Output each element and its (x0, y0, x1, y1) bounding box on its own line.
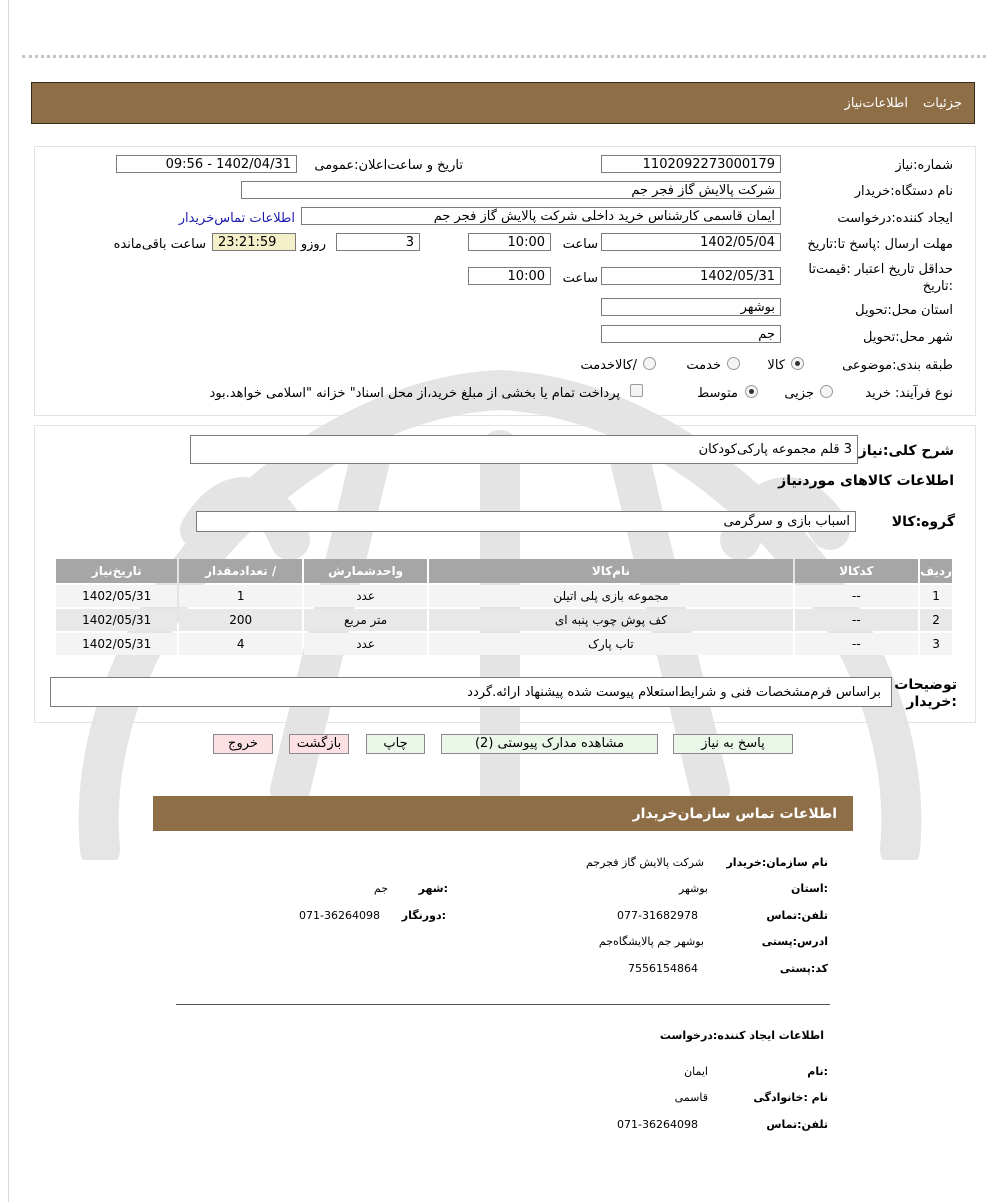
col-code: کدکالا (795, 559, 918, 583)
need-number-label: شماره:نیاز (895, 158, 953, 173)
contact-divider (176, 1004, 830, 1005)
creator-label: ایجاد کننده:درخواست (837, 211, 953, 226)
category-radio-service[interactable] (727, 357, 740, 370)
table-row (56, 633, 952, 655)
top-dotted-separator (22, 55, 986, 58)
page-left-border (8, 0, 9, 1202)
cell-unit: عدد (304, 585, 427, 607)
days-word: روزو (300, 237, 326, 252)
table-row (56, 585, 952, 607)
cell-row: 1 (920, 585, 952, 607)
days-field: 3 (336, 233, 420, 251)
creator-phone-label: تلفن:تماس (766, 1118, 828, 1131)
validity-date-field: 1402/05/31 (601, 267, 781, 285)
print-button[interactable]: چاپ (366, 734, 425, 754)
goods-table (54, 557, 954, 657)
creator-first-name-label: :نام (807, 1065, 828, 1078)
category-radio-goods[interactable] (791, 357, 804, 370)
org-name-label: نام سازمان:خریدار (726, 856, 828, 869)
cell-date: 1402/05/31 (56, 633, 177, 655)
cell-unit: متر مربع (304, 609, 427, 631)
contact-fax-value: 071-36264098 (299, 909, 380, 922)
cell-qty: 4 (179, 633, 301, 655)
deadline-date-field: 1402/05/04 (601, 233, 781, 251)
cell-name: کف پوش چوب پنبه ای (429, 609, 792, 631)
buyer-notes-label: توضیحات :خریدار (894, 677, 957, 710)
group-label: گروه:کالا (891, 514, 955, 530)
cell-date: 1402/05/31 (56, 609, 177, 631)
exit-button[interactable]: خروج (213, 734, 273, 754)
col-name: نام‌کالا (429, 559, 792, 583)
category-label: طبقه بندی:موضوعی (842, 358, 953, 373)
contact-city-value: جم (373, 882, 388, 895)
category-option-service: خدمت (686, 358, 721, 373)
category-option-goods: کالا (767, 358, 785, 373)
summary-field: 3 قلم مجموعه پارکی‌کودکان (190, 435, 858, 464)
remaining-time-field: 23:21:59 (212, 233, 296, 251)
cell-unit: عدد (304, 633, 427, 655)
cell-name: تاب پارک (429, 633, 792, 655)
creator-info-title: اطلاعات ایجاد کننده:درخواست (659, 1029, 824, 1042)
cell-qty: 1 (179, 585, 301, 607)
process-radio-minor[interactable] (820, 385, 833, 398)
buyer-org-field: شرکت پالایش گاز فجر جم (241, 181, 781, 199)
process-label: نوع فرآیند: خرید (865, 386, 953, 401)
announce-label: تاریخ و ساعت‌اعلان:عمومی (314, 158, 463, 173)
summary-label: شرح کلی:نیاز (858, 443, 954, 459)
contact-address-label: ادرس:پستی (761, 935, 828, 948)
details-header-bar (31, 82, 975, 124)
announce-field: 1402/04/31 - 09:56 (116, 155, 297, 173)
validity-label: حداقل تاریخ اعتبار :قیمت‌تا :تاریخ (808, 262, 953, 294)
province-label: استان محل:تحویل (855, 303, 953, 318)
contact-phone-value: 077-31682978 (617, 909, 698, 922)
contact-fax-label: :دورنگار (401, 909, 446, 922)
process-option-minor: جزیی (784, 386, 814, 401)
deadline-time-field: 10:00 (468, 233, 551, 251)
cell-code: -- (795, 609, 918, 631)
contact-postal-value: 7556154864 (628, 962, 698, 975)
need-number-field: 1102092273000179 (601, 155, 781, 173)
deadline-time-word: ساعت (562, 237, 598, 252)
validity-time-word: ساعت (562, 271, 598, 286)
category-option-goods-service: /کالاخدمت (580, 358, 637, 373)
deadline-label: مهلت ارسال :پاسخ تا:تاریخ (807, 237, 953, 252)
col-date: تاریخ‌نیاز (56, 559, 177, 583)
creator-field: ایمان قاسمی کارشناس خرید داخلی شرکت پالایش گاز فجر جم (301, 207, 781, 225)
goods-info-title: اطلاعات کالاهای موردنیاز (778, 473, 954, 489)
back-button[interactable]: بازگشت (289, 734, 349, 754)
view-documents-button[interactable]: مشاهده مدارک پیوستی (2) (441, 734, 658, 754)
validity-time-field: 10:00 (468, 267, 551, 285)
buyer-contact-link[interactable]: اطلاعات تماس‌خریدار (178, 211, 295, 226)
reply-button[interactable]: پاسخ به نیاز (673, 734, 793, 754)
cell-code: -- (795, 633, 918, 655)
process-radio-medium[interactable] (745, 385, 758, 398)
contact-postal-label: کد:پستی (779, 962, 828, 975)
buyer-contact-title: اطلاعات تماس سازمان‌خریدار (632, 806, 837, 822)
table-row (56, 609, 952, 631)
tab-details[interactable]: جزئیات (923, 96, 962, 111)
buyer-notes-field: براساس فرم‌مشخصات فنی و شرایط‌استعلام پیوست شده پیشنهاد ارائه.گردد (50, 677, 892, 707)
cell-row: 2 (920, 609, 952, 631)
process-option-medium: متوسط (697, 386, 738, 401)
contact-province-value: بوشهر (678, 882, 708, 895)
cell-qty: 200 (179, 609, 301, 631)
cell-code: -- (795, 585, 918, 607)
buyer-contact-header (153, 796, 853, 831)
cell-date: 1402/05/31 (56, 585, 177, 607)
col-row: ردیف (920, 559, 952, 583)
contact-phone-label: تلفن:تماس (766, 909, 828, 922)
treasury-payment-checkbox[interactable] (630, 384, 643, 397)
city-field: جم (601, 325, 781, 343)
org-name-value: شرکت پالایش گاز فجرجم (585, 856, 704, 869)
creator-last-name-value: قاسمی (674, 1091, 708, 1104)
creator-first-name-value: ایمان (684, 1065, 708, 1078)
col-unit: واحدشمارش (304, 559, 427, 583)
province-field: بوشهر (601, 298, 781, 316)
treasury-payment-note: پرداخت تمام یا بخشی از مبلغ خرید،از محل اسناد" خزانه "اسلامی خواهد.بود (209, 386, 620, 401)
category-radio-goods-service[interactable] (643, 357, 656, 370)
col-qty: / تعدادمقدار (179, 559, 301, 583)
cell-name: مجموعه بازی پلی اتیلن (429, 585, 792, 607)
group-field: اسباب بازی و سرگرمی (196, 511, 856, 532)
creator-phone-value: 071-36264098 (617, 1118, 698, 1131)
contact-address-value: بوشهر جم پالایشگاه‌جم (598, 935, 704, 948)
cell-row: 3 (920, 633, 952, 655)
contact-city-label: :شهر (418, 882, 448, 895)
city-label: شهر محل:تحویل (863, 330, 953, 345)
buyer-org-label: نام دستگاه:خریدار (854, 184, 953, 199)
tab-need-info[interactable]: اطلاعات‌نیاز (844, 96, 908, 111)
creator-last-name-label: نام :خانوادگی (753, 1091, 828, 1104)
contact-province-label: :استان (791, 882, 828, 895)
remaining-word: ساعت باقی‌مانده (113, 237, 206, 252)
